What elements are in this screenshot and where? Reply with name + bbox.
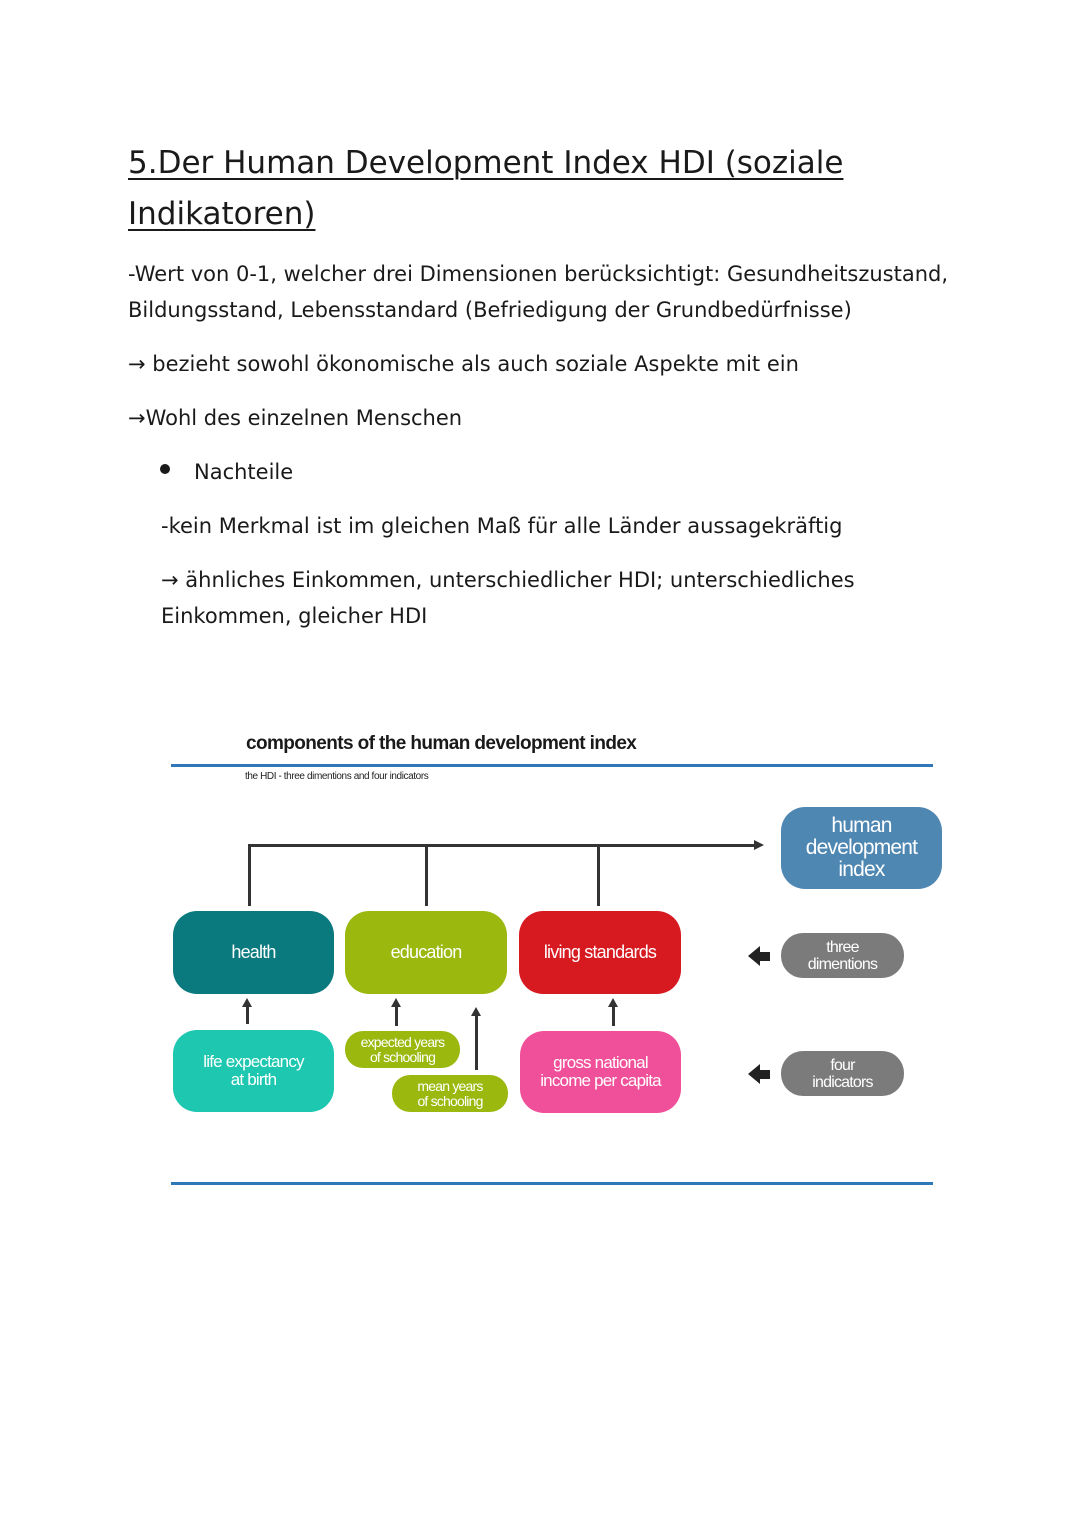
- mean-line-1: mean years: [417, 1077, 483, 1094]
- arrow-point-wellbeing: →Wohl des einzelnen Menschen: [128, 406, 463, 430]
- expected-line-2: of schooling: [369, 1048, 436, 1065]
- arrow-up-expected-shaft: [395, 1006, 398, 1026]
- diagram-bottom-rule: [171, 1182, 933, 1185]
- legend-three-dimensions: [781, 933, 904, 978]
- life-line-1: life expectancy: [203, 1052, 304, 1071]
- connector-health: [248, 844, 251, 906]
- hdi-line-1: human: [831, 814, 892, 837]
- life-line-2: at birth: [230, 1070, 277, 1089]
- arrow-up-health-shaft: [246, 1006, 249, 1024]
- diagram-title: components of the human development index: [246, 733, 637, 754]
- diagram-top-rule: [171, 764, 933, 767]
- indicator-life-expectancy-box: [173, 1030, 334, 1112]
- heading-line-1: 5.Der Human Development Index HDI (soziale: [128, 145, 844, 181]
- connector-arrow-right-icon: [754, 840, 764, 850]
- paragraph-definition: [128, 256, 948, 328]
- bullet-disadvantages: Nachteile: [194, 460, 294, 484]
- dimension-health-box: health: [173, 911, 334, 994]
- connector-living: [597, 844, 600, 906]
- diagram-subtitle: the HDI - three dimentions and four indicators: [245, 771, 429, 782]
- legend-four-indicators: [781, 1051, 904, 1096]
- legend-arrow-four-shaft: [760, 1070, 770, 1079]
- arrow-up-health-icon: [242, 998, 252, 1007]
- heading-line-2: Indikatoren): [128, 196, 316, 232]
- indicator-gni-box: [520, 1031, 681, 1113]
- disadvantage-point-2-line-1: → ähnliches Einkommen, unterschiedlicher HDI; unterschiedliches: [161, 568, 855, 592]
- arrow-up-gni-shaft: [612, 1006, 615, 1026]
- legend-three-line-2: dimentions: [807, 955, 878, 973]
- hdi-line-3: index: [838, 858, 885, 881]
- legend-arrow-four-icon: [748, 1064, 760, 1084]
- legend-four-line-2: indicators: [812, 1073, 873, 1091]
- bullet-dot-icon: [160, 464, 170, 474]
- arrow-point-aspects: → bezieht sowohl ökonomische als auch soziale Aspekte mit ein: [128, 352, 799, 376]
- arrow-up-mean-shaft: [475, 1016, 478, 1070]
- disadvantage-point-1: -kein Merkmal ist im gleichen Maß für alle Länder aussagekräftig: [161, 514, 843, 538]
- indicator-mean-schooling-box: [392, 1075, 508, 1112]
- connector-education: [425, 844, 428, 906]
- paragraph-definition-line-2: Bildungsstand, Lebensstandard (Befriedigung der Grundbedürfnisse): [128, 298, 852, 322]
- connector-horizontal-line: [248, 844, 756, 847]
- hdi-box: [781, 807, 942, 889]
- paragraph-definition-line-1: -Wert von 0-1, welcher drei Dimensionen berücksichtigt: Gesundheitszustand,: [128, 262, 949, 286]
- hdi-line-2: development: [805, 836, 918, 859]
- arrow-up-expected-icon: [391, 998, 401, 1007]
- indicator-expected-schooling-box: [345, 1031, 460, 1068]
- gni-line-1: gross national: [553, 1053, 648, 1072]
- expected-line-1: expected years: [360, 1033, 445, 1050]
- page-heading: [128, 138, 908, 240]
- dimension-living-standards-box: living standards: [519, 911, 681, 994]
- legend-arrow-three-icon: [748, 946, 760, 966]
- disadvantage-point-2: [161, 562, 855, 634]
- mean-line-2: of schooling: [417, 1092, 483, 1109]
- arrow-up-gni-icon: [608, 998, 618, 1007]
- gni-line-2: income per capita: [540, 1071, 661, 1090]
- disadvantage-point-2-line-2: Einkommen, gleicher HDI: [161, 604, 428, 628]
- legend-arrow-three-shaft: [760, 952, 770, 961]
- legend-three-line-1: three: [826, 938, 859, 956]
- arrow-up-mean-icon: [471, 1007, 481, 1016]
- dimension-education-box: education: [345, 911, 507, 994]
- legend-four-line-1: four: [830, 1056, 855, 1074]
